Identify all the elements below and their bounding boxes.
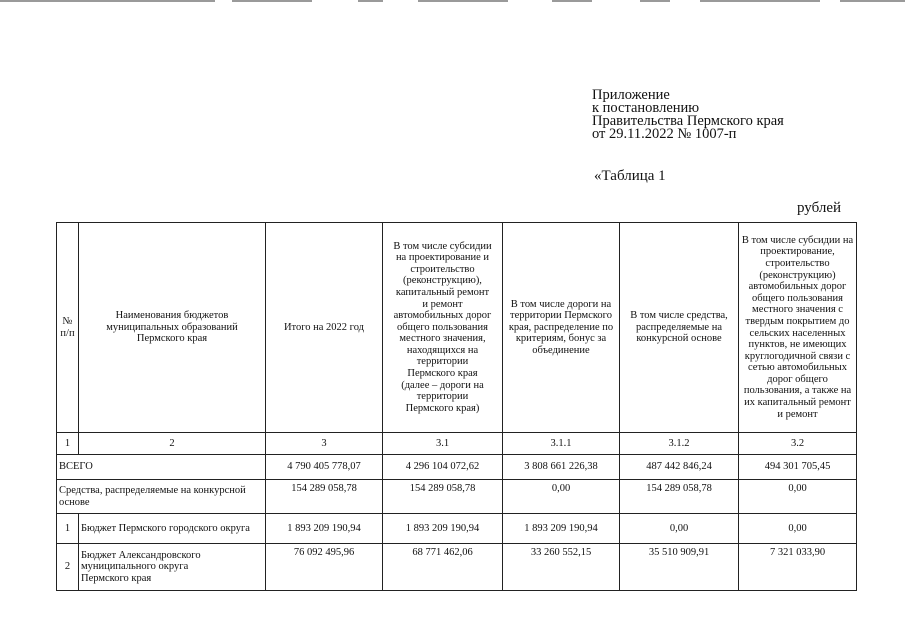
table-row <box>57 514 857 544</box>
cell-3-1: 68 771 462,06 <box>383 544 503 591</box>
cell-total: 4 790 405 778,07 <box>266 455 383 480</box>
cell-3-1: 154 289 058,78 <box>383 480 503 514</box>
col-header-name: Наименования бюджетов муниципальных образований Пермского края <box>79 223 266 433</box>
row-name: ВСЕГО <box>57 455 266 480</box>
budget-table <box>56 222 857 591</box>
cell-3-1-1: 33 260 552,15 <box>503 544 620 591</box>
table-title: «Таблица 1 <box>594 168 666 184</box>
row-name: Бюджет Пермского городского округа <box>79 514 266 544</box>
cell-3-1: 4 296 104 072,62 <box>383 455 503 480</box>
appendix-line: к постановлению <box>592 100 700 116</box>
cell-total: 76 092 495,96 <box>266 544 383 591</box>
cell-3-1-2: 35 510 909,91 <box>620 544 739 591</box>
cell-3-1-2: 0,00 <box>620 514 739 544</box>
scan-artifact <box>418 0 508 2</box>
header-row <box>57 223 857 433</box>
cell-3-1-1: 3 808 661 226,38 <box>503 455 620 480</box>
col-header-3-1-1: В том числе дороги на территории Пермского края, распределение по критериям, бонус за объединение <box>503 223 620 433</box>
scan-artifact <box>358 0 383 2</box>
numbering-cell: 3.1 <box>383 433 503 455</box>
units-label: рублей <box>797 200 842 216</box>
cell-3-1: 1 893 209 190,94 <box>383 514 503 544</box>
cell-total: 1 893 209 190,94 <box>266 514 383 544</box>
row-number: 1 <box>57 514 79 544</box>
cell-3-2: 494 301 705,45 <box>739 455 857 480</box>
table-row <box>57 480 857 514</box>
row-number: 2 <box>57 544 79 591</box>
table-row <box>57 544 857 591</box>
numbering-cell: 3.2 <box>739 433 857 455</box>
col-header-3-1: В том числе субсидии на проектирование и строительство (реконструкцию), капитальный ремонт и ремонт автомобильных дорог общего пользования местного значения, находящихся на территории Пермского края (далее – дороги на территории Пермского края) <box>383 223 503 433</box>
numbering-cell: 3.1.2 <box>620 433 739 455</box>
cell-3-2: 7 321 033,90 <box>739 544 857 591</box>
appendix-line: от 29.11.2022 № 1007-п <box>592 126 737 142</box>
scan-artifact <box>0 0 215 2</box>
appendix-line: Правительства Пермского края <box>592 113 784 129</box>
col-header-num: № п/п <box>57 223 79 433</box>
appendix-line: Приложение <box>592 87 670 103</box>
numbering-cell: 1 <box>57 433 79 455</box>
scan-artifact <box>700 0 820 2</box>
col-header-3-2: В том числе субсидии на проектирование, строительство (реконструкцию) автомобильных дорог общего пользования местного значения с твердым покрытием до сельских населенных пунктов, не имеющих круглогодичной связи с сетью автомобильных дорог общего пользования, а также на их капитальный ремонт и ремонт <box>739 223 857 433</box>
numbering-row <box>57 433 857 455</box>
cell-3-2: 0,00 <box>739 514 857 544</box>
scan-artifact <box>552 0 592 2</box>
numbering-cell: 3.1.1 <box>503 433 620 455</box>
cell-3-1-1: 1 893 209 190,94 <box>503 514 620 544</box>
numbering-cell: 2 <box>79 433 266 455</box>
table-row <box>57 455 857 480</box>
cell-3-1-2: 154 289 058,78 <box>620 480 739 514</box>
scan-artifact <box>232 0 312 2</box>
appendix-header <box>592 89 784 141</box>
cell-3-2: 0,00 <box>739 480 857 514</box>
cell-total: 154 289 058,78 <box>266 480 383 514</box>
scan-artifact <box>840 0 905 2</box>
row-name: Бюджет Александровского муниципального округа Пермского края <box>79 544 266 591</box>
cell-3-1-2: 487 442 846,24 <box>620 455 739 480</box>
row-name: Средства, распределяемые на конкурсной основе <box>57 480 266 514</box>
col-header-3-1-2: В том числе средства, распределяемые на конкурсной основе <box>620 223 739 433</box>
scan-artifact <box>640 0 670 2</box>
col-header-total: Итого на 2022 год <box>266 223 383 433</box>
numbering-cell: 3 <box>266 433 383 455</box>
cell-3-1-1: 0,00 <box>503 480 620 514</box>
